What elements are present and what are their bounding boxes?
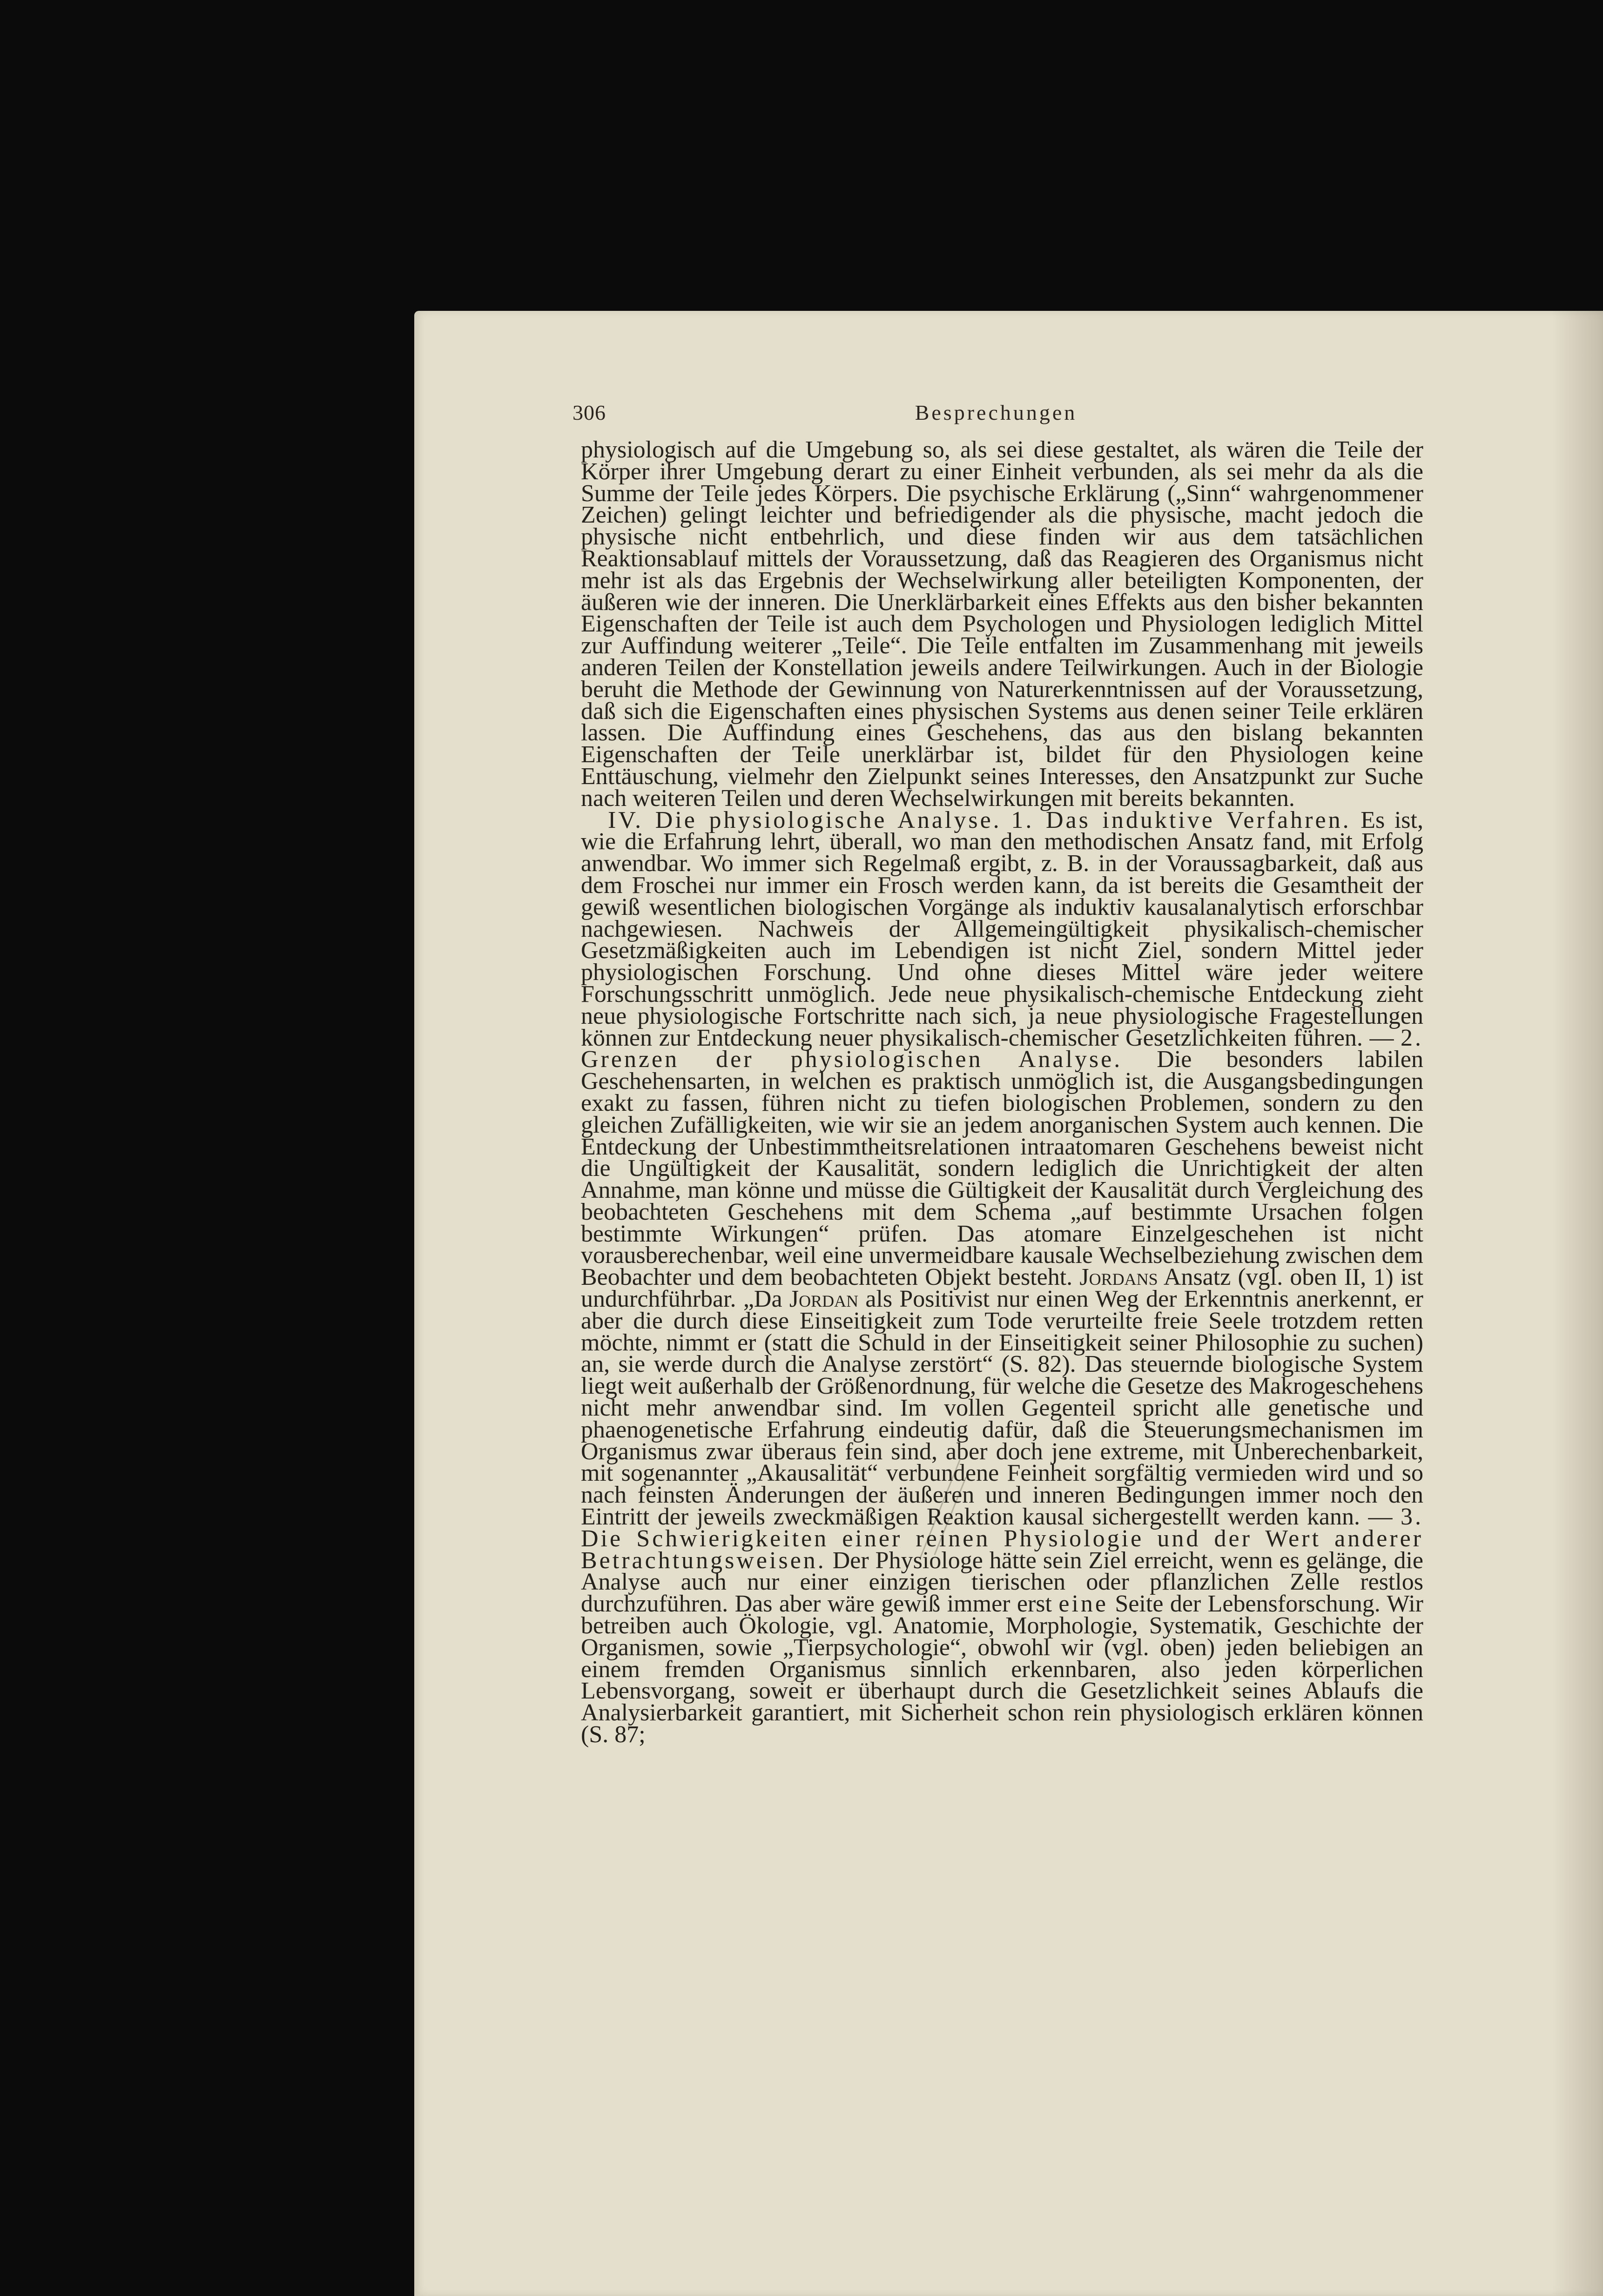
page-header [572, 400, 1420, 437]
emphasis: eine [1058, 1591, 1109, 1618]
text-run: als Positivist nur einen Weg der Erkenntnis anerkennt, er aber die durch diese Einseitigkeit zum Tode verurteilte freie Seele trotzdem retten möchte, nimmt er (statt die Schuld in der Einseitigkeit seiner Philosophie zu suchen) an, sie werde durch die Analyse zerstört“ (S. 82). Das steuernde biologische System liegt weit außerhalb der Größenordnung, für welche die Gesetze des Makrogeschehens nicht mehr anwendbar sind. Im vollen Gegenteil spricht alle genetische und phaenogenetische Erfahrung eindeutig dafür, daß die Steuerungsmechanismen im Organismus zwar überaus fein sind, aber doch jene extreme, mit Unberechenbarkeit, mit sogenannter „Akausalität“ verbundene Feinheit sorgfältig vermieden wird und so nach feinsten Änderungen der äußeren und inneren Bedingungen immer noch den Eintritt der jeweils zweckmäßigen Reaktion kausal sichergestellt werden kann. — [581, 1286, 1423, 1531]
page-number: 306 [572, 401, 606, 424]
author-name: Jordans [1079, 1264, 1158, 1291]
paragraph: physiologisch auf die Umgebung so, als sei diese gestaltet, als wären die Teile der Körper ihrer Umgebung derart zu einer Einheit verbunden, als sei mehr da als die Summe der Teile jedes Körpers. Die psychische Erklärung („Sinn“ wahrgenommener Zeichen) gelingt leichter und befriedigender als die physische, macht jedoch die physische nicht entbehrlich, und diese finden wir aus dem tatsächlichen Reaktionsablauf mittels der Voraussetzung, daß das Reagieren des Organismus nicht mehr ist als das Ergebnis der Wechselwirkung aller beteiligten Komponenten, der äußeren wie der inneren. Die Unerklärbarkeit eines Effekts aus den bisher bekannten Eigenschaften der Teile ist auch dem Psychologen und Physiologen lediglich Mittel zur Auffindung weiterer „Teile“. Die Teile entfalten im Zusammenhang mit jeweils anderen Teilen der Konstellation jeweils andere Teilwirkungen. Auch in der Biologie beruht die Methode der Gewinnung von Naturerkenntnissen auf der Voraussetzung, daß sich die Eigenschaften eines physischen Systems aus denen seiner Teile erklären lassen. Die Auffindung eines Geschehens, das aus den bislang bekannten Eigenschaften der Teile unerklärbar ist, bildet für den Physiologen keine Enttäuschung, vielmehr den Zielpunkt seines Interesses, den Ansatzpunkt zur Suche nach weiteren Teilen und deren Wechselwirkungen mit bereits bekannten. [581, 436, 1423, 812]
text-run: Es ist, wie die Erfahrung lehrt, überall, wo man den methodischen Ansatz fand, mit Erfolg anwendbar. Wo immer sich Regelmaß ergibt, z. B. in der Voraussagbarkeit, daß aus dem Froschei nur immer ein Frosch werden kann, da ist bereits die Gesamtheit der gewiß wesentlichen biologischen Vorgänge als induktiv kausalanalytisch erforschbar nachgewiesen. Nachweis der Allgemeingültigkeit physikalisch-chemischer Gesetzmäßigkeiten auch im Lebendigen ist nicht Ziel, sondern Mittel jeder physiologischen Forschung. Und ohne dieses Mittel wäre jeder weitere Forschungsschritt unmöglich. Jede neue physikalisch-chemische Entdeckung zieht neue physiologische Fortschritte nach sich, ja neue physiologische Fragestellungen können zur Entdeckung neuer physikalisch-chemischer Gesetzlichkeiten führen. — [581, 806, 1423, 1051]
page-gutter-shadow [1552, 311, 1603, 2296]
body-text [581, 436, 1423, 1748]
paragraph [581, 806, 1423, 1748]
text-run: Der Physiologe hätte sein Ziel erreicht, wenn es gelänge, die Analyse auch nur einer einzigen tierischen oder pflanzlichen Zelle restlos durchzuführen. Das aber wäre gewiß immer erst [581, 1547, 1423, 1618]
subsection-heading: 2. Grenzen der physiologischen Analyse. [581, 1024, 1423, 1073]
section-heading: IV. Die physiologische Analyse. [608, 806, 1002, 833]
subsection-heading: 3. Die Schwierigkeiten einer reinen Physiologie und der Wert anderer Betrachtungsweisen. [581, 1504, 1423, 1574]
running-head: Besprechungen [915, 401, 1078, 424]
subsection-heading: 1. Das induktive Verfahren. [1011, 806, 1351, 833]
text-run: Ansatz (vgl. oben II, 1) ist undurchführbar. „Da [581, 1264, 1423, 1313]
book-page [414, 311, 1603, 2296]
text-run: Die besonders labilen Geschehensarten, in welchen es praktisch unmöglich ist, die Ausgangsbedingungen exakt zu fassen, führen nicht zu tiefen biologischen Problemen, sondern zu den gleichen Zufälligkeiten, wie wir sie an jedem anorganischen System auch kennen. Die Entdeckung der Unbestimmtheitsrelationen intraatomaren Geschehens beweist nicht die Ungültigkeit der Kausalität, sondern lediglich die Unrichtigkeit der alten Annahme, man könne und müsse die Gültigkeit der Kausalität durch Vergleichung des beobachteten Geschehens mit dem Schema „auf bestimmte Ursachen folgen bestimmte Wirkungen“ prüfen. Das atomare Einzelgeschehen ist nicht vorausberechenbar, weil eine unvermeidbare kausale Wechselbeziehung zwischen dem Beobachter und dem beobachteten Objekt besteht. [581, 1046, 1423, 1291]
author-name: Jordan [789, 1286, 859, 1313]
text-run: Seite der Lebensforschung. Wir betreiben auch Ökologie, vgl. Anatomie, Morphologie, Systematik, Geschichte der Organismen, sowie „Tierpsychologie“, obwohl wir (vgl. oben) jeden beliebigen an einem fremden Organismus sinnlich erkennbaren, also jeden körperlichen Lebensvorgang, soweit er überhaupt durch die Gesetzlichkeit seines Ablaufs die Analysierbarkeit garantiert, mit Sicherheit schon rein physiologisch erklären können (S. 87; [581, 1591, 1423, 1748]
